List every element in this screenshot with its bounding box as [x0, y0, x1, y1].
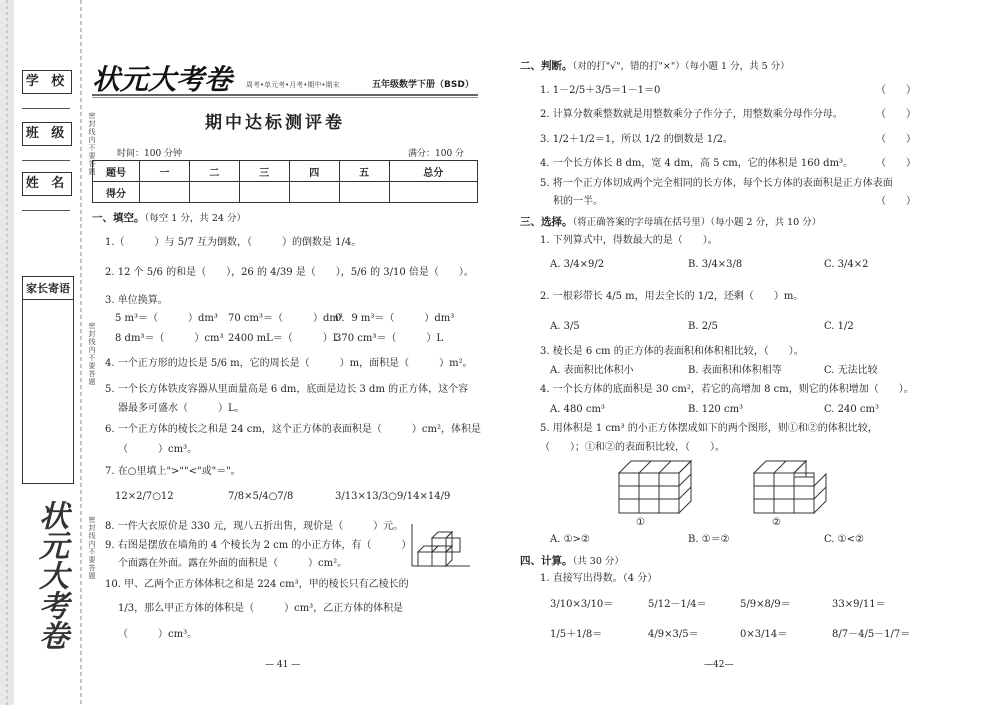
cube-figure-2	[750, 455, 832, 517]
expression: 8/7－4/5－1/7＝	[832, 629, 911, 640]
answer-paren[interactable]: （ ）	[876, 196, 916, 207]
answer-paren[interactable]: （ ）	[876, 109, 916, 120]
expression: 4/9×3/5＝	[648, 629, 699, 640]
choice-3: 3. 棱长是 6 cm 的正方体的表面积和体积相比较，（ ）。	[540, 346, 804, 357]
score-cell: 得分	[93, 182, 140, 203]
parent-message-title: 家长寄语	[23, 277, 73, 300]
answer-paren[interactable]: （ ）	[876, 85, 916, 96]
choice-1-option-c[interactable]: C. 3/4×2	[824, 259, 869, 270]
choice-2-option-b[interactable]: B. 2/5	[688, 321, 718, 332]
page-number-left: — 41 —	[265, 660, 301, 670]
choice-4-option-b[interactable]: B. 120 cm³	[688, 404, 744, 415]
school-field[interactable]	[22, 92, 70, 109]
seal-line-text-1: 密封线内不要答题	[88, 112, 96, 176]
choice-1: 1. 下列算式中，得数最大的是（ ）。	[540, 235, 718, 246]
section-fill-blank: 一、填空。（每空 1 分，共 24 分）	[92, 212, 246, 224]
question-4: 4. 一个正方形的边长是 5/6 m，它的周长是（ ）m，面积是（ ）m²。	[105, 358, 473, 369]
judge-2: 2. 计算分数乘整数就是用整数乘分子作分子，用整数乘分母作分母。	[540, 109, 843, 120]
choice-3-option-b[interactable]: B. 表面积和体积相等	[688, 365, 782, 376]
choice-5-option-b[interactable]: B. ①＝②	[688, 534, 730, 545]
seal-dashed-line	[80, 0, 83, 705]
conversion-d: 8 dm³＝（ ）cm³	[115, 333, 224, 344]
choice-5-option-a[interactable]: A. ①>②	[550, 534, 590, 545]
score-input[interactable]	[140, 182, 190, 203]
question-9-line1: 9. 右图是摆放在墙角的 4 个棱长为 2 cm 的小正方体，有（ ）	[105, 540, 412, 551]
header-rule	[92, 94, 478, 98]
choice-1-option-b[interactable]: B. 3/4×3/8	[688, 259, 743, 270]
page-number-right: —42—	[704, 660, 734, 670]
choice-5-line2: （ ）；①和②的表面积比较，（ ）。	[540, 442, 725, 453]
score-input[interactable]	[289, 182, 339, 203]
question-5-line2: 器最多可盛水（ ）L。	[118, 403, 245, 414]
judge-5-line1: 5. 将一个正方体切成两个完全相同的长方体，每个长方体的表面积是正方体表面	[540, 178, 893, 189]
expression: 33×9/11＝	[832, 599, 886, 610]
question-9-line2: 个面露在外面。露在外面的面积是（ ）cm²。	[118, 558, 348, 569]
score-cell: 二	[189, 161, 239, 182]
binding-edge-pattern	[0, 0, 14, 705]
conversion-c: 0．9 m³＝（ ）dm³	[335, 313, 455, 324]
answer-paren[interactable]: （ ）	[876, 158, 916, 169]
cube-figure-1	[615, 455, 697, 517]
calc-1: 1. 直接写出得数。（4 分）	[540, 573, 658, 584]
compare-a: 12×2/7○12	[115, 491, 174, 502]
choice-4: 4. 一个长方体的底面积是 30 cm²，若它的高增加 8 cm，则它的体积增加（ ）。	[540, 384, 914, 395]
question-2: 2. 12 个 5/6 的和是（ ），26 的 4/39 是（ ），5/6 的 3/10 倍是（ ）。	[105, 267, 474, 278]
choice-2-option-c[interactable]: C. 1/2	[824, 321, 854, 332]
conversion-f: 370 cm³＝（ ）L	[335, 333, 443, 344]
question-10-line2: 1/3，那么甲正方体的体积是（ ）cm³，乙正方体的体积是	[118, 603, 404, 614]
question-5-line1: 5. 一个长方体铁皮容器从里面量高是 6 dm，底面是边长 3 dm 的正方体，这个容	[105, 384, 469, 395]
expression: 5/12－1/4＝	[648, 599, 707, 610]
school-label: 学 校	[22, 70, 72, 94]
score-cell: 五	[339, 161, 389, 182]
time-limit: 时间：100 分钟	[117, 149, 183, 159]
question-10-line1: 10. 甲、乙两个正方体体积之和是 224 cm³，甲的棱长只有乙棱长的	[105, 579, 409, 590]
section-judgement: 二、判断。（对的打"√"，错的打"×"）（每小题 1 分，共 5 分）	[520, 60, 790, 72]
score-input[interactable]	[239, 182, 289, 203]
expression: 5/9×8/9＝	[740, 599, 791, 610]
compare-b: 7/8×5/4○7/8	[228, 491, 294, 502]
judge-4: 4. 一个长方体长 8 dm，宽 4 dm，高 5 cm，它的体积是 160 dm³。	[540, 158, 854, 169]
figure-2-label: ②	[772, 517, 781, 528]
name-label: 姓 名	[22, 172, 72, 196]
exam-type-caption: 周考•单元考•月考•期中•期末	[246, 81, 340, 89]
score-input[interactable]	[339, 182, 389, 203]
choice-5-option-c[interactable]: C. ①<②	[824, 534, 864, 545]
corner-cubes-figure	[410, 518, 472, 570]
brand-logo: 状元大考卷	[92, 63, 233, 96]
question-8: 8. 一件大衣原价是 330 元，现八五折出售，现价是（ ）元。	[105, 521, 404, 532]
name-field[interactable]	[22, 194, 70, 211]
seal-line-text-3: 密封线内不要答题	[88, 516, 96, 580]
conversion-b: 70 cm³＝（ ）dm³	[228, 313, 343, 324]
score-table-score-row	[93, 182, 478, 203]
choice-2-option-a[interactable]: A. 3/5	[550, 321, 580, 332]
score-input[interactable]	[189, 182, 239, 203]
class-field[interactable]	[22, 144, 70, 161]
score-cell: 一	[140, 161, 190, 182]
figure-1-label: ①	[636, 517, 645, 528]
section-calculation: 四、计算。（共 30 分）	[520, 555, 624, 567]
question-6-line2: （ ）cm³。	[118, 444, 198, 455]
question-1: 1.（ ）与 5/7 互为倒数，（ ）的倒数是 1/4。	[105, 237, 362, 248]
exam-title: 期中达标测评卷	[205, 113, 345, 133]
compare-c: 3/13×13/3○9/14×14/9	[335, 491, 451, 502]
parent-message-box[interactable]	[22, 276, 74, 484]
question-10-line3: （ ）cm³。	[118, 629, 198, 640]
choice-1-option-a[interactable]: A. 3/4×9/2	[550, 259, 605, 270]
conversion-e: 2400 mL＝（ ）L	[228, 333, 340, 344]
choice-4-option-a[interactable]: A. 480 cm³	[550, 404, 605, 415]
judge-3: 3. 1/2＋1/2＝1，所以 1/2 的倒数是 1/2。	[540, 134, 733, 145]
score-cell: 总分	[389, 161, 477, 182]
judge-1: 1. 1－2/5＋3/5＝1－1＝0	[540, 85, 661, 96]
vertical-logo: 状元大考卷	[33, 500, 68, 650]
full-score: 满分：100 分	[408, 149, 465, 159]
score-cell: 三	[239, 161, 289, 182]
grade-caption: 五年级数学下册（BSD）	[372, 80, 474, 90]
score-cell: 四	[289, 161, 339, 182]
expression: 1/5＋1/8＝	[550, 629, 603, 640]
score-table	[92, 160, 478, 203]
conversion-a: 5 m³＝（ ）dm³	[115, 313, 218, 324]
seal-line-text-2: 密封线内不要答题	[88, 322, 96, 386]
choice-2: 2. 一根彩带长 4/5 m，用去全长的 1/2，还剩（ ）m。	[540, 291, 804, 302]
class-label: 班 级	[22, 122, 72, 146]
choice-3-option-c[interactable]: C. 无法比较	[824, 365, 878, 376]
choice-5-line1: 5. 用体积是 1 cm³ 的小正方体摆成如下的两个图形，则①和②的体积比较，	[540, 423, 878, 434]
judge-5-line2: 积的一半。	[553, 196, 603, 207]
score-cell: 题号	[93, 161, 140, 182]
question-7: 7. 在○里填上">""<"或"＝"。	[105, 466, 241, 477]
score-input[interactable]	[389, 182, 477, 203]
section-choice: 三、选择。（将正确答案的字母填在括号里）（每小题 2 分，共 10 分）	[520, 216, 822, 228]
question-6-line1: 6. 一个正方体的棱长之和是 24 cm，这个正方体的表面积是（ ）cm²，体积是	[105, 424, 481, 435]
answer-paren[interactable]: （ ）	[876, 134, 916, 145]
choice-3-option-a[interactable]: A. 表面积比体积小	[550, 365, 634, 376]
expression: 0×3/14＝	[740, 629, 788, 640]
expression: 3/10×3/10＝	[550, 599, 614, 610]
choice-4-option-c[interactable]: C. 240 cm³	[824, 404, 880, 415]
score-table-header-row	[93, 161, 478, 182]
question-3: 3. 单位换算。	[105, 295, 168, 306]
